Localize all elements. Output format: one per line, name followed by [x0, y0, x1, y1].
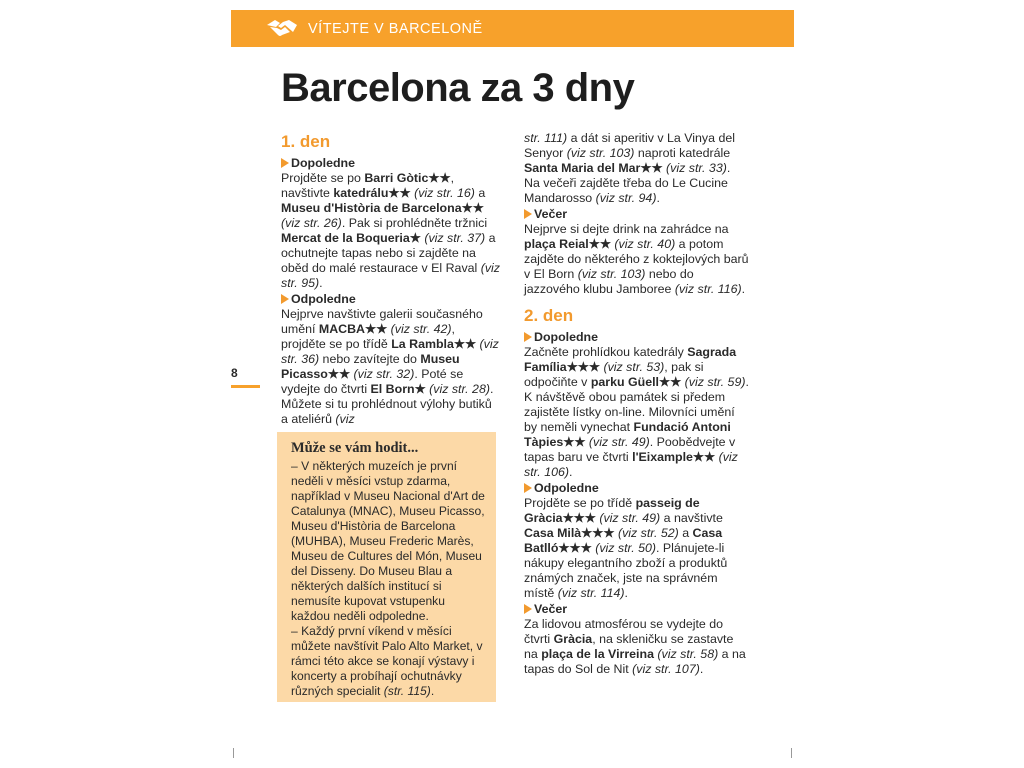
triangle-bullet-icon [281, 294, 289, 304]
day-1-morning-heading: Dopoledne [281, 156, 501, 171]
day-1-afternoon-heading: Odpoledne [281, 292, 501, 307]
day-2-evening-heading: Večer [524, 602, 749, 617]
triangle-bullet-icon [524, 483, 532, 493]
day-1-morning-text: Projděte se po Barri Gòtic★★, navštivte katedrálu★★ (viz str. 16) a Museu d'Història de Barcelona★★ (viz str. 26). Pak si prohlédněte tržnici Mercat de la Boqueria★ (viz str. 37) a ochutnejte tapas nebo si zajděte na oběd do malé restaurace v El Raval (viz str. 95). [281, 171, 501, 290]
triangle-bullet-icon [524, 604, 532, 614]
triangle-bullet-icon [524, 332, 532, 342]
day-1-afternoon-text: Nejprve navštivte galerii současného umění MACBA★★ (viz str. 42), projděte se po třídě La Rambla★★ (viz str. 36) nebo zavítejte do Museu Picasso★★ (viz str. 32). Poté se vydejte do čtvrti El Born★ (viz str. 28). Můžete si tu prohlédnout výlohy butiků a ateliérů (viz [281, 307, 499, 426]
tip-box [277, 432, 496, 702]
crop-mark [791, 748, 792, 758]
day-2-title: 2. den [524, 306, 574, 325]
day-2-morning-text: Začněte prohlídkou katedrály Sagrada Família★★★ (viz str. 53), pak si odpočiňte v parku Güell★★ (viz str. 59). K návštěvě obou památek si předem zajistěte lístky on-line. Milovníci umění by neměli vynechat Fundació Antoni Tàpies★★ (viz str. 49). Poobědvejte v tapas baru ve čtvrti l'Eixample★★ (viz str. 106). [524, 345, 749, 479]
section-title: VÍTEJTE V BARCELONĚ [308, 20, 483, 37]
handshake-icon [266, 17, 298, 41]
tip-paragraph-1: – V některých muzeích je první neděli v měsíci vstup zdarma, například v Museu Nacional d'Art de Catalunya (MNAC), Museu Picasso, Museu d'Història de Barcelona (MUHBA), Museu Frederic Marès, Museu de Cultures del Món, Museu del Disseny. Do Museu Blau a některých dalších institucí si nemusíte kupovat vstupenku každou neděli odpoledne. [291, 459, 485, 623]
triangle-bullet-icon [524, 209, 532, 219]
right-column [524, 131, 749, 678]
crop-mark [233, 748, 234, 758]
page-number: 8 [231, 366, 238, 380]
section-header [231, 10, 794, 47]
day-1-title: 1. den [281, 132, 331, 151]
left-column [281, 131, 501, 428]
day-1-evening-text: Nejprve si dejte drink na zahrádce na plaça Reial★★ (viz str. 40) a potom zajděte do některého z koktejlových barů v El Born (viz str. 103) nebo do jazzového klubu Jamboree (viz str. 116). [524, 222, 749, 296]
tip-paragraph-2: – Každý první víkend v měsíci můžete navštívit Palo Alto Market, v rámci této akce se konají výstavy i koncerty a probíhají ochutnávky různých specialit (str. 115). [291, 624, 483, 698]
tip-title: Může se vám hodit... [291, 440, 419, 456]
triangle-bullet-icon [281, 158, 289, 168]
page-title: Barcelona za 3 dny [281, 66, 635, 110]
day-2-afternoon-text: Projděte se po třídě passeig de Gràcia★★★ (viz str. 49) a navštivte Casa Milà★★★ (viz str. 52) a Casa Batlló★★★ (viz str. 50). Plánujete-li nákupy elegantního zboží a produktů známých značek, jste na správném místě (viz str. 114). [524, 496, 728, 600]
page-number-bar [231, 385, 260, 388]
day-2-morning-heading: Dopoledne [524, 330, 749, 345]
day-2-afternoon-heading: Odpoledne [524, 481, 749, 496]
day-1-evening-heading: Večer [524, 207, 749, 222]
day-2-evening-text: Za lidovou atmosférou se vydejte do čtvrti Gràcia, na skleničku se zastavte na plaça de la Virreina (viz str. 58) a na tapas do Sol de Nit (viz str. 107). [524, 617, 746, 676]
day-1-afternoon-continued: str. 111) a dát si aperitiv v La Vinya del Senyor (viz str. 103) naproti katedrále Santa Maria del Mar★★ (viz str. 33). Na večeři zajděte třeba do Le Cucine Mandarosso (viz str. 94). [524, 131, 735, 205]
